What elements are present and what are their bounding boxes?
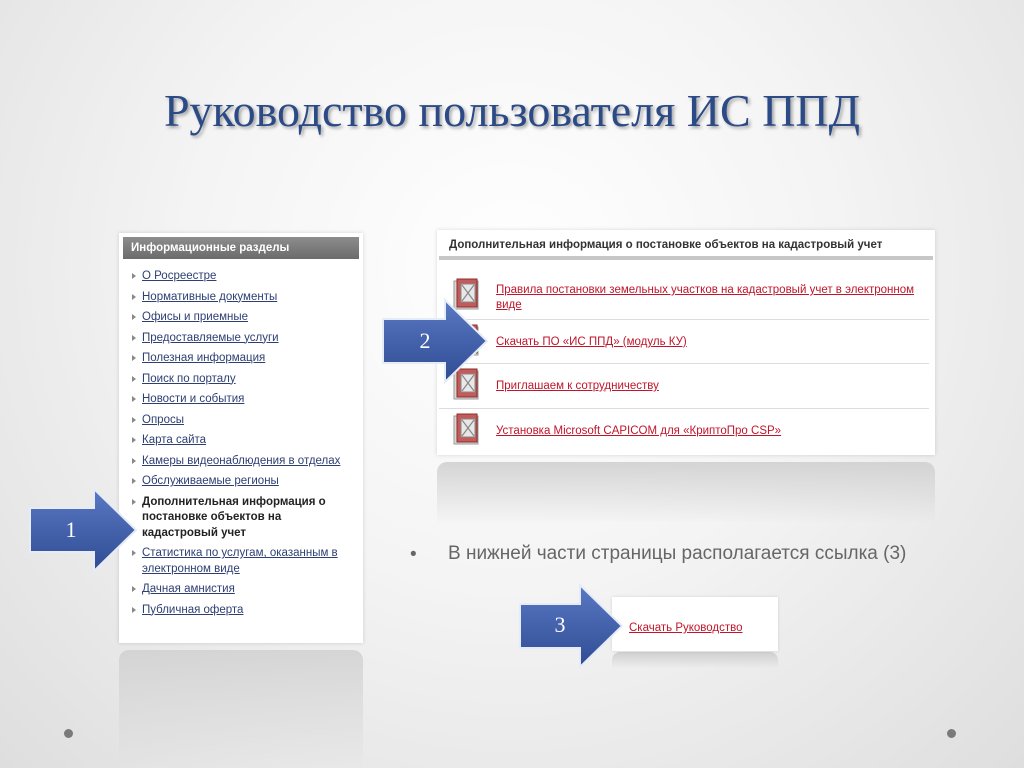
sidebar-item-dacha-amnesty[interactable]: [131, 582, 359, 598]
callout-number: 2: [419, 328, 431, 353]
chevron-right-icon: [132, 396, 136, 402]
right-panel-reflection: [437, 462, 935, 522]
download-guide-link[interactable]: Скачать Руководство: [629, 622, 743, 634]
info-sections-panel: [119, 233, 363, 643]
chevron-right-icon: [132, 417, 136, 423]
list-item: [439, 320, 929, 364]
chevron-right-icon: [132, 458, 136, 464]
callout-arrow-2: [381, 298, 489, 384]
sidebar-item-label[interactable]: Предоставляемые услуги: [142, 331, 279, 344]
document-icon: [453, 413, 481, 445]
sidebar-item-label[interactable]: Полезная информация: [142, 352, 266, 364]
callout-number: 1: [65, 517, 77, 542]
callout-arrow-1: [28, 487, 138, 573]
additional-info-panel: [437, 230, 935, 455]
slide-title: Руководство пользователя ИС ППД: [163, 85, 861, 136]
sidebar-item-search[interactable]: [131, 372, 359, 388]
sidebar-item-label[interactable]: Публичная оферта: [142, 603, 244, 616]
left-panel-reflection: [119, 650, 363, 768]
chevron-right-icon: [132, 478, 136, 484]
sidebar-item-cameras[interactable]: [131, 454, 359, 470]
capicom-link[interactable]: Установка Microsoft CAPICOM для «КриптоПро CSP»: [496, 425, 782, 437]
sidebar-item-label[interactable]: Карта сайта: [142, 434, 207, 446]
chevron-right-icon: [132, 314, 136, 320]
sidebar-item-label[interactable]: Поиск по порталу: [142, 372, 236, 385]
sidebar-item-label[interactable]: Камеры видеонаблюдения в отделах: [142, 454, 341, 467]
chevron-right-icon: [132, 294, 136, 300]
corner-dot-right: [947, 729, 956, 738]
chevron-right-icon: [132, 335, 136, 341]
sidebar-item-label[interactable]: Офисы и приемные: [142, 311, 249, 323]
sidebar-item-public-offer[interactable]: [131, 603, 359, 619]
sidebar-item-polls[interactable]: [131, 413, 359, 429]
sidebar-item-offices[interactable]: [131, 310, 359, 326]
sidebar-item-label[interactable]: Опросы: [142, 413, 184, 426]
download-guide-panel: [612, 597, 778, 651]
sidebar-item-label[interactable]: Обслуживаемые регионы: [142, 475, 279, 487]
list-item: [439, 364, 929, 409]
sidebar-item-label[interactable]: О Росреестре: [142, 270, 217, 282]
additional-info-header: Дополнительная информация о постановке объектов на кадастровый учет: [439, 234, 933, 260]
list-item: [439, 409, 929, 452]
info-sections-list: [131, 269, 359, 623]
chevron-right-icon: [132, 437, 136, 443]
download-software-link[interactable]: Скачать ПО «ИС ППД» (модуль КУ): [496, 336, 687, 348]
sidebar-item-news[interactable]: [131, 392, 359, 408]
sidebar-item-label[interactable]: Дополнительная информация о постановке объектов на кадастровый учет: [142, 495, 326, 539]
sidebar-item-about[interactable]: [131, 269, 359, 285]
chevron-right-icon: [132, 607, 136, 613]
sidebar-item-label[interactable]: Нормативные документы: [142, 290, 278, 303]
chevron-right-icon: [132, 376, 136, 382]
list-item: [439, 274, 929, 320]
sidebar-item-useful-info[interactable]: [131, 351, 359, 367]
sidebar-item-label[interactable]: Новости и события: [142, 393, 245, 405]
sidebar-item-regions[interactable]: [131, 474, 359, 490]
sidebar-item-statistics[interactable]: [131, 546, 359, 577]
sidebar-item-sitemap[interactable]: [131, 433, 359, 449]
sidebar-item-services[interactable]: [131, 331, 359, 347]
chevron-right-icon: [132, 586, 136, 592]
cooperation-link[interactable]: Приглашаем к сотрудничеству: [496, 380, 659, 392]
sidebar-item-label[interactable]: Статистика по услугам, оказанным в электронном виде: [142, 547, 338, 575]
corner-dot-left: [64, 729, 73, 738]
download-panel-reflection: [612, 652, 778, 668]
rules-link[interactable]: Правила постановки земельных участков на кадастровый учет в электронном виде: [496, 284, 915, 311]
chevron-right-icon: [132, 355, 136, 361]
bullet-text: В нижней части страницы располагается ссылка (3): [448, 543, 907, 564]
chevron-right-icon: [132, 273, 136, 279]
bullet-marker: •: [410, 544, 417, 565]
info-sections-header: Информационные разделы: [123, 237, 359, 259]
callout-number: 3: [554, 612, 566, 637]
sidebar-item-label[interactable]: Дачная амнистия: [142, 583, 235, 595]
sidebar-item-normative-docs[interactable]: [131, 290, 359, 306]
sidebar-item-cadastral-info[interactable]: [131, 495, 359, 542]
callout-arrow-3: [518, 583, 624, 669]
